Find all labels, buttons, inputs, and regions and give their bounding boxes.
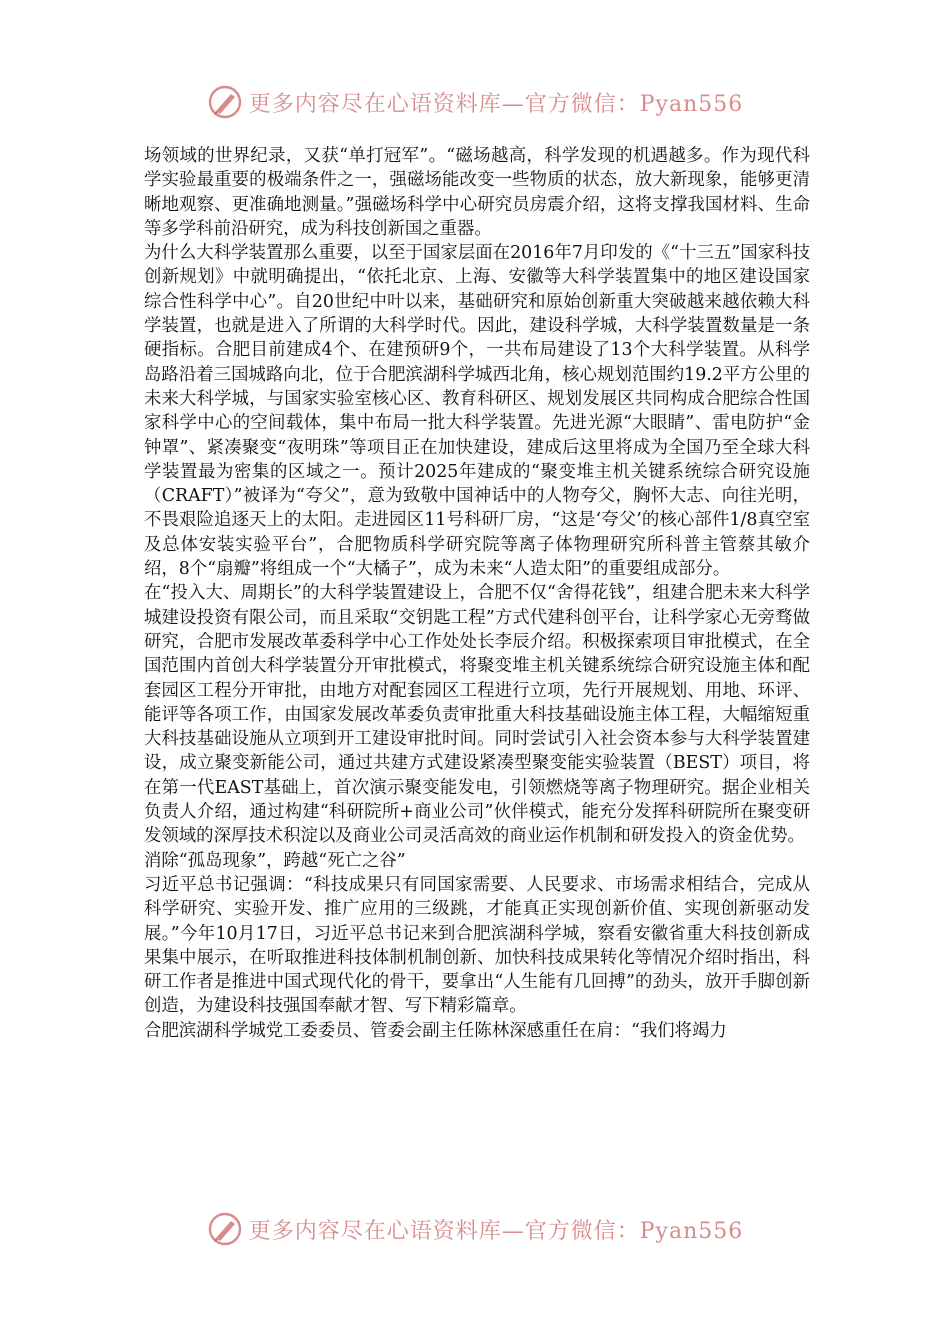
pen-logo-icon bbox=[207, 1211, 243, 1247]
paragraph: 习近平总书记强调：“科技成果只有同国家需要、人民要求、市场需求相结合，完成从科学研究、实验开发、推广应用的三级跳，才能真正实现创新价值、实现创新驱动发展。”今年10月17日，习近平总书记来到合肥滨湖科学城，察看安徽省重大科技创新成果集中展示，在听取推进科技体制机制创新、加快科技成果转化等情况介绍时指出，科研工作者是推进中国式现代化的骨干，要拿出“人生能有几回搏”的劲头，放开手脚创新创造，为建设科技强国奉献才智、写下精彩篇章。 bbox=[144, 874, 810, 1017]
section-heading: 消除“孤岛现象”，跨越“死亡之谷” bbox=[144, 850, 406, 871]
pen-logo-icon bbox=[207, 84, 243, 120]
paragraph: 场领域的世界纪录，又获“单打冠军”。“磁场越高，科学发现的机遇越多。作为现代科学实验最重要的极端条件之一，强磁场能改变一些物质的状态，放大新现象，能够更清晰地观察、更准确地测量。”强磁场科学中心研究员房震介绍，这将支撑我国材料、生命等多学科前沿研究，成为科技创新国之重器。 bbox=[144, 146, 810, 239]
paragraph: 在“投入大、周期长”的大科学装置建设上，合肥不仅“舍得花钱”，组建合肥未来大科学城建设投资有限公司，而且采取“交钥匙工程”方式代建科创平台，让科学家心无旁骛做研究，合肥市发展改革委科学中心工作处处长李辰介绍。积极探索项目审批模式，在全国范围内首创大科学装置分开审批模式，将聚变堆主机关键系统综合研究设施主体和配套园区工程分开审批，由地方对配套园区工程进行立项，先行开展规划、用地、环评、能评等各项工作，由国家发展改革委负责审批重大科技基础设施主体工程，大幅缩短重大科技基础设施从立项到开工建设审批时间。同时尝试引入社会资本参与大科学装置建设，成立聚变新能公司，通过共建方式建设紧凑型聚变能实验装置（BEST）项目，将在第一代EAST基础上，首次演示聚变能发电，引领燃烧等离子物理研究。据企业相关负责人介绍，通过构建“科研院所+商业公司”伙伴模式，能充分发挥科研院所在聚变研发领域的深厚技术积淀以及商业公司灵活高效的商业运作机制和研发投入的资金优势。 bbox=[144, 583, 810, 847]
paragraph: 合肥滨湖科学城党工委委员、管委会副主任陈林深感重任在肩：“我们将竭力 bbox=[144, 1020, 727, 1041]
watermark-text: 更多内容尽在心语资料库—官方微信：Pyan556 bbox=[248, 91, 744, 117]
watermark-text: 更多内容尽在心语资料库—官方微信：Pyan556 bbox=[248, 1218, 744, 1244]
document-body bbox=[144, 144, 810, 1043]
footer-watermark bbox=[0, 1207, 950, 1251]
paragraph: 为什么大科学装置那么重要，以至于国家层面在2016年7月印发的《“十三五”国家科技创新规划》中就明确提出，“依托北京、上海、安徽等大科学装置集中的地区建设国家综合性科学中心”。自20世纪中叶以来，基础研究和原始创新重大突破越来越依赖大科学装置，也就是进入了所谓的大科学时代。因此，建设科学城，大科学装置数量是一条硬指标。合肥目前建成4个、在建预研9个，一共布局建设了13个大科学装置。从科学岛路沿着三国城路向北，位于合肥滨湖科学城西北角，核心规划范围约19.2平方公里的未来大科学城，与国家实验室核心区、教育科研区、规划发展区共同构成合肥综合性国家科学中心的空间载体，集中布局一批大科学装置。先进光源“大眼睛”、雷电防护“金钟罩”、紧凑聚变“夜明珠”等项目正在加快建设，建成后这里将成为全国乃至全球大科学装置最为密集的区域之一。预计2025年建成的“聚变堆主机关键系统综合研究设施（CRAFT）”被译为“夸父”，意为致敬中国神话中的人物夸父，胸怀大志、向往光明，不畏艰险追逐天上的太阳。走进园区11号科研厂房，“这是‘夸父’的核心部件1/8真空室及总体安装实验平台”，合肥物质科学研究院等离子体物理研究所科普主管蔡其敏介绍，8个“扇瓣”将组成一个“大橘子”，成为未来“人造太阳”的重要组成部分。 bbox=[144, 243, 810, 580]
header-watermark bbox=[0, 80, 950, 124]
